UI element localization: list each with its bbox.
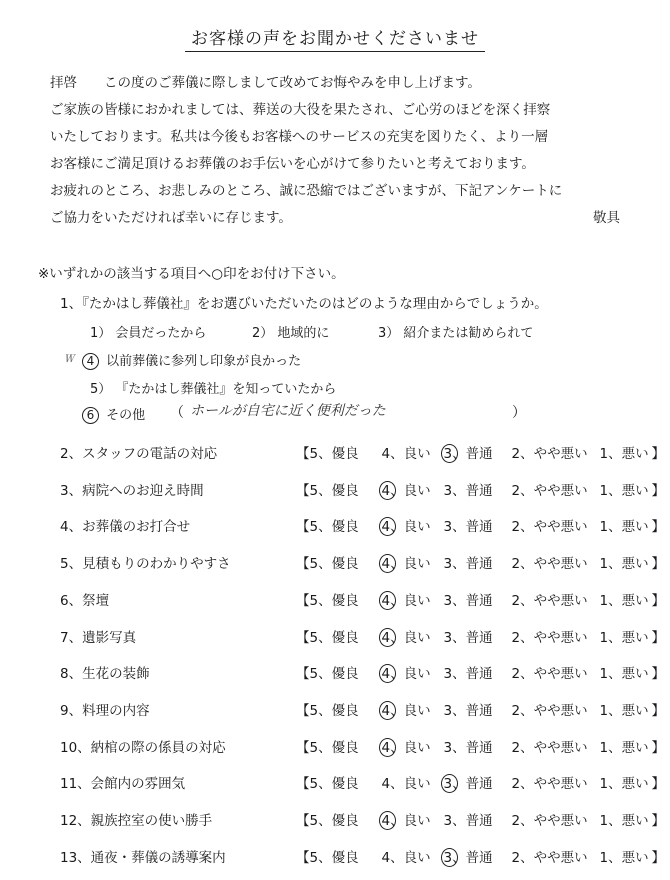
rating-text: 、普通 [452,813,493,829]
rating-text: 、やや悪い [520,446,588,462]
rating-text: 、良い [390,519,431,535]
rating-number: 2 [511,519,521,535]
rating-text: 、悪い [608,556,649,572]
closing-text: 敬具 [593,210,620,226]
rating-option-4[interactable] [382,736,444,756]
rating-number: 5 [309,630,319,646]
selected-rating-number: 3 [443,776,453,792]
rating-text: 、優良 [318,593,359,609]
rating-number: 5 [309,666,319,682]
rating-text: 、優良 [318,556,359,572]
rating-scale [296,479,665,499]
handwritten-answer: ホールが自宅に近く便利だった [190,403,386,419]
rating-option-4[interactable] [382,515,444,535]
rating-text: 、やや悪い [520,556,588,572]
rating-option-1[interactable] [600,589,652,609]
selected-rating-number: 4 [381,519,391,535]
bracket-open: 【 [296,850,310,866]
q1-option-num: 3） [378,326,400,341]
greeting-line-last [50,205,630,232]
bracket-close: 】 [651,740,665,756]
rating-option-3[interactable] [444,736,512,756]
greeting-line: ご協力をいただければ幸いに存じます。 [50,210,292,226]
rating-text: 、普通 [452,519,493,535]
q1-option-text: 『たかはし葬儀社』を知っていたから [115,382,337,397]
paren-open: （ [170,405,184,421]
bracket-open: 【 [296,483,310,499]
question-row [60,736,665,758]
question-label: 10、納棺の際の係員の対応 [60,740,226,756]
rating-number: 4 [381,850,391,866]
rating-option-2[interactable] [512,809,600,829]
rating-number: 3 [443,556,453,572]
rating-text: 、優良 [318,519,359,535]
selected-rating-number: 4 [381,740,391,756]
rating-number: 5 [309,519,319,535]
rating-scale [296,846,665,866]
selected-circle: 6 [82,407,99,424]
q1-option-text: その他 [106,408,146,423]
rating-text: 、優良 [318,666,359,682]
rating-scale [296,515,665,535]
rating-scale [296,552,665,572]
rating-number: 2 [511,630,521,646]
rating-option-3[interactable] [444,479,512,499]
rating-text: 、普通 [452,483,493,499]
rating-scale [296,809,665,829]
rating-option-4[interactable] [382,699,444,719]
rating-option-1[interactable] [600,809,652,829]
rating-option-5[interactable] [310,662,382,682]
title-text: お客様の声をお聞かせくださいませ [185,29,485,52]
rating-text: 、普通 [452,666,493,682]
rating-number: 1 [599,740,609,756]
rating-scale [296,699,665,719]
rating-option-5[interactable] [310,772,382,792]
bracket-close: 】 [651,813,665,829]
rating-option-3[interactable] [444,589,512,609]
rating-text: 、悪い [608,703,649,719]
question-label: 4、お葬儀のお打合せ [60,519,191,535]
rating-option-5[interactable] [310,515,382,535]
rating-option-1[interactable] [600,699,652,719]
rating-number: 2 [511,740,521,756]
greeting-line: いたしております。私共は今後もお客様へのサービスの充実を図りたく、より一層 [50,129,549,145]
rating-text: 、良い [390,483,431,499]
rating-option-1[interactable] [600,626,652,646]
question-row [60,809,665,831]
rating-option-5[interactable] [310,736,382,756]
rating-option-5[interactable] [310,589,382,609]
q1-option-num: 5） [90,382,112,397]
rating-option-3[interactable] [444,846,512,866]
question-row [60,846,665,868]
q1-option-num: 2） [252,326,274,341]
rating-option-4[interactable] [382,772,444,792]
rating-option-2[interactable] [512,662,600,682]
page-title [0,24,670,49]
rating-number: 1 [599,446,609,462]
bracket-close: 】 [651,556,665,572]
bracket-open: 【 [296,740,310,756]
rating-option-1[interactable] [600,846,652,866]
selected-circle: 4 [82,353,99,370]
bracket-close: 】 [651,666,665,682]
question-label: 13、通夜・葬儀の誘導案内 [60,850,226,866]
rating-text: 、優良 [318,703,359,719]
rating-text: 、悪い [608,446,649,462]
question-label: 5、見積もりのわかりやすさ [60,556,231,572]
q1-option-text: 地域的に [277,326,330,341]
question-row [60,552,665,574]
bracket-open: 【 [296,703,310,719]
question-label: 2、スタッフの電話の対応 [60,446,218,462]
rating-text: 、普通 [452,740,493,756]
handwritten-mark: Ｗ [64,354,74,365]
rating-text: 、良い [390,446,431,462]
rating-number: 3 [443,630,453,646]
rating-number: 2 [511,666,521,682]
rating-option-2[interactable] [512,772,600,792]
rating-option-3[interactable] [444,662,512,682]
rating-option-5[interactable] [310,809,382,829]
rating-text: 、悪い [608,850,649,866]
rating-scale [296,589,665,609]
rating-number: 5 [309,740,319,756]
rating-option-4[interactable] [382,626,444,646]
rating-option-5[interactable] [310,699,382,719]
rating-option-3[interactable] [444,442,512,462]
rating-number: 5 [309,593,319,609]
rating-option-4[interactable] [382,846,444,866]
rating-option-1[interactable] [600,552,652,572]
rating-option-3[interactable] [444,626,512,646]
q1-option-3[interactable] [378,322,533,341]
rating-text: 、普通 [452,630,493,646]
rating-option-3[interactable] [444,515,512,535]
rating-number: 2 [511,703,521,719]
rating-text: 、悪い [608,483,649,499]
rating-text: 、やや悪い [520,740,588,756]
rating-scale [296,662,665,682]
rating-option-3[interactable] [444,552,512,572]
rating-text: 、悪い [608,519,649,535]
bracket-open: 【 [296,556,310,572]
rating-number: 5 [309,703,319,719]
rating-number: 3 [443,483,453,499]
rating-number: 3 [443,519,453,535]
rating-option-3[interactable] [444,809,512,829]
rating-text: 、普通 [452,776,493,792]
rating-option-5[interactable] [310,846,382,866]
question-label: 11、会館内の雰囲気 [60,776,186,792]
rating-number: 4 [381,446,391,462]
rating-number: 3 [443,593,453,609]
rating-text: 、やや悪い [520,813,588,829]
rating-text: 、優良 [318,776,359,792]
rating-number: 2 [511,850,521,866]
rating-text: 、良い [390,556,431,572]
rating-option-2[interactable] [512,479,600,499]
rating-text: 、良い [390,740,431,756]
rating-text: 、やや悪い [520,630,588,646]
bracket-close: 】 [651,593,665,609]
q1-option-5[interactable] [90,378,336,397]
greeting-line: お客様にご満足頂けるお葬儀のお手伝いを心がけて参りたいと考えております。 [50,156,535,172]
question-row [60,515,665,537]
bracket-open: 【 [296,519,310,535]
question-row [60,442,665,464]
rating-number: 2 [511,446,521,462]
q1-option-1[interactable] [90,322,206,341]
q1-option-6[interactable] [82,404,145,424]
bracket-open: 【 [296,776,310,792]
question-row [60,772,665,794]
rating-option-1[interactable] [600,736,652,756]
rating-option-4[interactable] [382,662,444,682]
rating-number: 3 [443,813,453,829]
rating-text: 、優良 [318,446,359,462]
question-row [60,589,665,611]
rating-text: 、優良 [318,740,359,756]
rating-text: 、普通 [452,556,493,572]
rating-option-1[interactable] [600,662,652,682]
rating-option-1[interactable] [600,442,652,462]
question-row [60,662,665,684]
rating-text: 、良い [390,776,431,792]
rating-number: 5 [309,556,319,572]
rating-number: 5 [309,850,319,866]
rating-option-4[interactable] [382,809,444,829]
rating-text: 、悪い [608,666,649,682]
rating-text: 、悪い [608,776,649,792]
rating-number: 1 [599,813,609,829]
rating-option-2[interactable] [512,699,600,719]
rating-text: 、やや悪い [520,776,588,792]
greeting-line: お疲れのところ、お悲しみのところ、誠に恐縮ではございますが、下記アンケートに [50,183,563,199]
question-label: 6、祭壇 [60,593,110,609]
rating-number: 1 [599,630,609,646]
rating-text: 、やや悪い [520,703,588,719]
rating-number: 2 [511,593,521,609]
selected-rating-number: 4 [381,813,391,829]
rating-text: 、優良 [318,483,359,499]
selected-rating-number: 4 [381,666,391,682]
q1-option-2[interactable] [252,322,329,341]
q1-option-4[interactable] [82,350,301,370]
rating-option-1[interactable] [600,479,652,499]
bracket-open: 【 [296,813,310,829]
rating-text: 、普通 [452,446,493,462]
rating-number: 2 [511,813,521,829]
bracket-open: 【 [296,446,310,462]
rating-text: 、やや悪い [520,519,588,535]
rating-number: 1 [599,703,609,719]
q1-option-text: 紹介または勧められて [403,326,534,341]
rating-option-4[interactable] [382,589,444,609]
rating-number: 1 [599,519,609,535]
rating-number: 5 [309,776,319,792]
rating-option-5[interactable] [310,552,382,572]
rating-option-5[interactable] [310,626,382,646]
rating-option-2[interactable] [512,846,600,866]
greeting-line: 拝啓 この度のご葬儀に際しまして改めてお悔やみを申し上げます。 [50,75,481,91]
instruction-note: ※いずれかの該当する項目へ○印をお付け下さい。 [38,266,345,282]
rating-text: 、優良 [318,850,359,866]
bracket-close: 】 [651,446,665,462]
rating-number: 5 [309,446,319,462]
bracket-open: 【 [296,666,310,682]
question-1-label: 1、『たかはし葬儀社』をお選びいただいたのはどのような理由からでしょうか。 [60,296,548,312]
rating-number: 1 [599,593,609,609]
selected-rating-number: 4 [381,483,391,499]
rating-number: 1 [599,850,609,866]
rating-number: 1 [599,776,609,792]
question-row [60,626,665,648]
selected-rating-number: 4 [381,556,391,572]
rating-option-1[interactable] [600,772,652,792]
rating-number: 3 [443,666,453,682]
rating-option-2[interactable] [512,515,600,535]
rating-number: 3 [443,703,453,719]
rating-number: 1 [599,483,609,499]
rating-text: 、やや悪い [520,593,588,609]
selected-rating-number: 4 [381,593,391,609]
rating-text: 、良い [390,593,431,609]
rating-text: 、悪い [608,740,649,756]
selected-rating-number: 3 [443,446,453,462]
question-label: 9、料理の内容 [60,703,150,719]
rating-option-4[interactable] [382,479,444,499]
rating-text: 、普通 [452,703,493,719]
rating-number: 1 [599,666,609,682]
rating-text: 、悪い [608,593,649,609]
rating-number: 5 [309,483,319,499]
rating-option-2[interactable] [512,442,600,462]
rating-number: 2 [511,556,521,572]
rating-option-5[interactable] [310,479,382,499]
bracket-close: 】 [651,703,665,719]
rating-number: 2 [511,776,521,792]
greeting-block [50,70,630,232]
bracket-close: 】 [651,630,665,646]
greeting-line: ご家族の皆様におかれましては、葬送の大役を果たされ、ご心労のほどを深く拝察 [50,102,551,118]
rating-text: 、普通 [452,593,493,609]
question-label: 8、生花の装飾 [60,666,150,682]
question-label: 12、親族控室の使い勝手 [60,813,213,829]
rating-text: 、悪い [608,630,649,646]
rating-option-4[interactable] [382,442,444,462]
rating-option-3[interactable] [444,699,512,719]
rating-option-2[interactable] [512,626,600,646]
bracket-close: 】 [651,483,665,499]
paren-close: ） [512,405,526,421]
rating-option-2[interactable] [512,552,600,572]
rating-option-2[interactable] [512,589,600,609]
rating-text: 、悪い [608,813,649,829]
rating-option-5[interactable] [310,442,382,462]
bracket-close: 】 [651,776,665,792]
bracket-open: 【 [296,630,310,646]
q1-option-text: 以前葬儀に参列し印象が良かった [106,354,302,369]
rating-text: 、良い [390,703,431,719]
rating-option-1[interactable] [600,515,652,535]
rating-scale [296,626,665,646]
rating-text: 、普通 [452,850,493,866]
rating-text: 、やや悪い [520,850,588,866]
rating-number: 5 [309,813,319,829]
rating-option-4[interactable] [382,552,444,572]
rating-text: 、良い [390,630,431,646]
rating-text: 、良い [390,850,431,866]
rating-number: 1 [599,556,609,572]
rating-text: 、良い [390,666,431,682]
selected-rating-number: 4 [381,630,391,646]
bracket-close: 】 [651,519,665,535]
rating-scale [296,736,665,756]
question-row [60,699,665,721]
question-row [60,479,665,501]
rating-text: 、やや悪い [520,483,588,499]
rating-text: 、やや悪い [520,666,588,682]
bracket-open: 【 [296,593,310,609]
q1-option-text: 会員だったから [115,326,207,341]
q1-option-num: 1） [90,326,112,341]
rating-number: 4 [381,776,391,792]
question-label: 7、遺影写真 [60,630,137,646]
rating-text: 、良い [390,813,431,829]
selected-rating-number: 3 [443,850,453,866]
rating-option-2[interactable] [512,736,600,756]
bracket-close: 】 [651,850,665,866]
rating-scale [296,442,665,462]
selected-rating-number: 4 [381,703,391,719]
rating-text: 、優良 [318,630,359,646]
rating-option-3[interactable] [444,772,512,792]
rating-text: 、優良 [318,813,359,829]
rating-number: 2 [511,483,521,499]
rating-scale [296,772,665,792]
question-label: 3、病院へのお迎え時間 [60,483,204,499]
rating-number: 3 [443,740,453,756]
